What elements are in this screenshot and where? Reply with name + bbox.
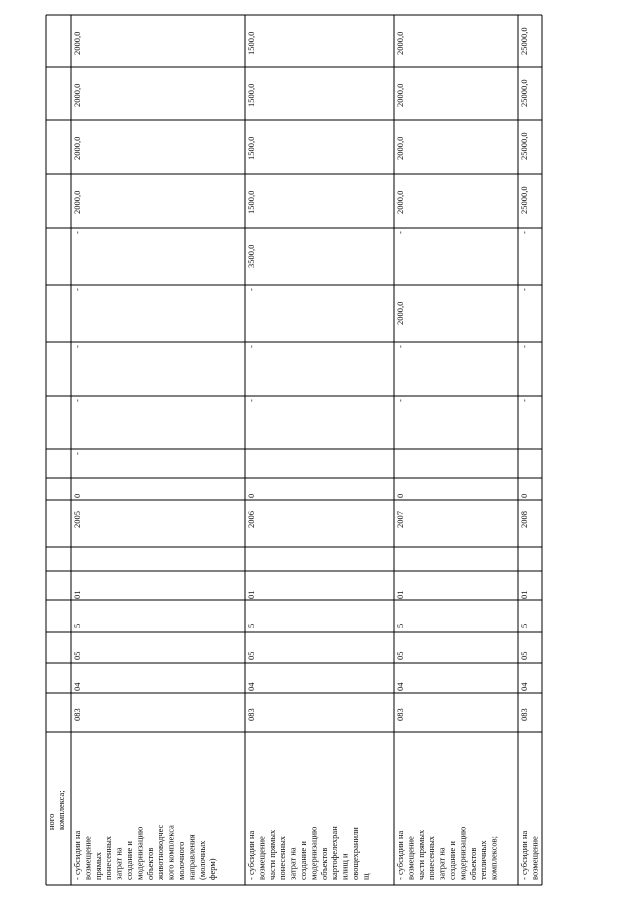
row-description-line: затрат на: [287, 847, 298, 880]
description-fragment-line: комплекса;: [56, 790, 66, 830]
row-value-cell: 1500,0: [246, 31, 256, 55]
row-value-cell: -: [246, 345, 256, 348]
row-value-cell: -: [519, 399, 529, 402]
row-code-cell: 05: [519, 651, 529, 660]
row-description-line: затрат на: [113, 847, 124, 880]
row-code-cell: 5: [246, 623, 256, 628]
row-description-line: прямых: [92, 851, 103, 880]
row-value-cell: 1500,0: [246, 136, 256, 160]
row-code-cell: 0: [246, 493, 256, 498]
row-value-cell: 2000,0: [72, 83, 82, 107]
row-value-cell: 2000,0: [395, 31, 405, 55]
row-code-cell: 05: [72, 651, 82, 660]
row-description-line: объектов: [467, 847, 478, 880]
row-value-cell: 2000,0: [395, 83, 405, 107]
row-description-line: тепличных: [478, 840, 489, 880]
row-value-cell: -: [395, 345, 405, 348]
row-code-cell: 2005: [72, 511, 82, 528]
row-description-line: понесенных: [426, 835, 437, 880]
row-value-cell: -: [72, 399, 82, 402]
row-description-line: модернизацию: [308, 826, 319, 880]
row-description-line: создание и: [124, 841, 134, 880]
row-description-line: возмещение: [405, 836, 416, 880]
row-value-cell: -: [395, 231, 405, 234]
row-code-cell: 01: [519, 590, 529, 599]
row-description-line: понесенных: [103, 835, 114, 880]
row-description-line: кого комплекса: [165, 825, 176, 880]
row-code-cell: 083: [519, 708, 529, 721]
row-description-line: щ: [360, 873, 371, 880]
row-code-cell: 083: [395, 708, 405, 721]
row-code-cell: 2006: [246, 511, 256, 528]
row-description-line: - субсидии на: [519, 830, 529, 880]
row-code-cell: 083: [246, 708, 256, 721]
row-code-cell: 04: [246, 682, 256, 691]
row-value-cell: -: [72, 231, 82, 234]
row-code-cell: 2008: [519, 511, 529, 528]
row-value-cell: -: [395, 399, 405, 402]
row-description-line: картофелехран: [329, 826, 340, 880]
row-description-line: затрат на: [436, 847, 447, 880]
row-description-line: части прямых: [415, 829, 426, 880]
row-value-cell: 2000,0: [72, 190, 82, 214]
row-code-cell: 01: [246, 590, 256, 599]
row-value-cell: 25000,0: [519, 186, 529, 214]
row-description-line: комплексов;: [488, 835, 499, 880]
row-value-cell: -: [72, 345, 82, 348]
row-code-cell: 5: [72, 623, 82, 628]
row-description-line: возмещение: [256, 836, 267, 880]
row-code-cell: 01: [72, 590, 82, 599]
row-value-cell: 2000,0: [72, 136, 82, 160]
row-description-line: объектов: [318, 847, 329, 880]
row-value-cell: 2000,0: [395, 136, 405, 160]
row-description-line: возмещение: [529, 836, 540, 880]
row-description-line: создание и: [298, 841, 308, 880]
row-value-cell: -: [519, 231, 529, 234]
row-code-cell: 0: [72, 493, 82, 498]
row-code-cell: 5: [395, 623, 405, 628]
row-value-cell: 2000,0: [72, 31, 82, 55]
row-code-cell: 5: [519, 623, 529, 628]
row-description-line: направления: [186, 834, 197, 880]
row-code-cell: 04: [72, 682, 82, 691]
row-value-cell: 2000,0: [395, 301, 405, 325]
row-value-cell: -: [72, 452, 82, 455]
row-description-line: животноводчес: [155, 824, 166, 880]
row-description-line: (молочных: [196, 840, 207, 880]
row-code-cell: 083: [72, 708, 82, 721]
row-value-cell: -: [246, 399, 256, 402]
row-value-cell: 25000,0: [519, 79, 529, 107]
row-value-cell: 1500,0: [246, 190, 256, 214]
row-value-cell: -: [519, 288, 529, 291]
row-value-cell: 25000,0: [519, 132, 529, 160]
row-value-cell: -: [246, 288, 256, 291]
description-fragment-line: ного: [46, 813, 56, 830]
row-description-line: понесенных: [277, 835, 288, 880]
row-value-cell: 2000,0: [395, 190, 405, 214]
row-code-cell: 04: [519, 682, 529, 691]
row-description-line: части прямых: [266, 829, 277, 880]
row-description-line: - субсидии на: [246, 830, 256, 880]
row-value-cell: 3500,0: [246, 244, 256, 268]
row-description-line: молочного: [176, 841, 186, 880]
row-code-cell: 04: [395, 682, 405, 691]
row-description-line: - субсидии на: [72, 830, 82, 880]
row-description-line: модернизацию: [457, 826, 468, 880]
row-code-cell: 0: [519, 493, 529, 498]
row-value-cell: 25000,0: [519, 27, 529, 55]
row-code-cell: 01: [395, 590, 405, 599]
row-code-cell: 05: [246, 651, 256, 660]
row-value-cell: -: [519, 345, 529, 348]
row-description-line: модернизацию: [134, 826, 145, 880]
row-description-line: - субсидии на: [395, 830, 405, 880]
row-description-line: возмещение: [82, 836, 93, 880]
row-description-line: создание и: [447, 841, 457, 880]
row-description-line: объектов: [144, 847, 155, 880]
row-description-line: илищ и: [339, 853, 350, 880]
row-description-line: ферм): [207, 858, 218, 880]
row-code-cell: 2007: [395, 511, 405, 528]
row-value-cell: 1500,0: [246, 83, 256, 107]
row-code-cell: 05: [395, 651, 405, 660]
row-value-cell: -: [72, 288, 82, 291]
row-description-line: овощехранили: [350, 827, 360, 880]
row-code-cell: 0: [395, 493, 405, 498]
